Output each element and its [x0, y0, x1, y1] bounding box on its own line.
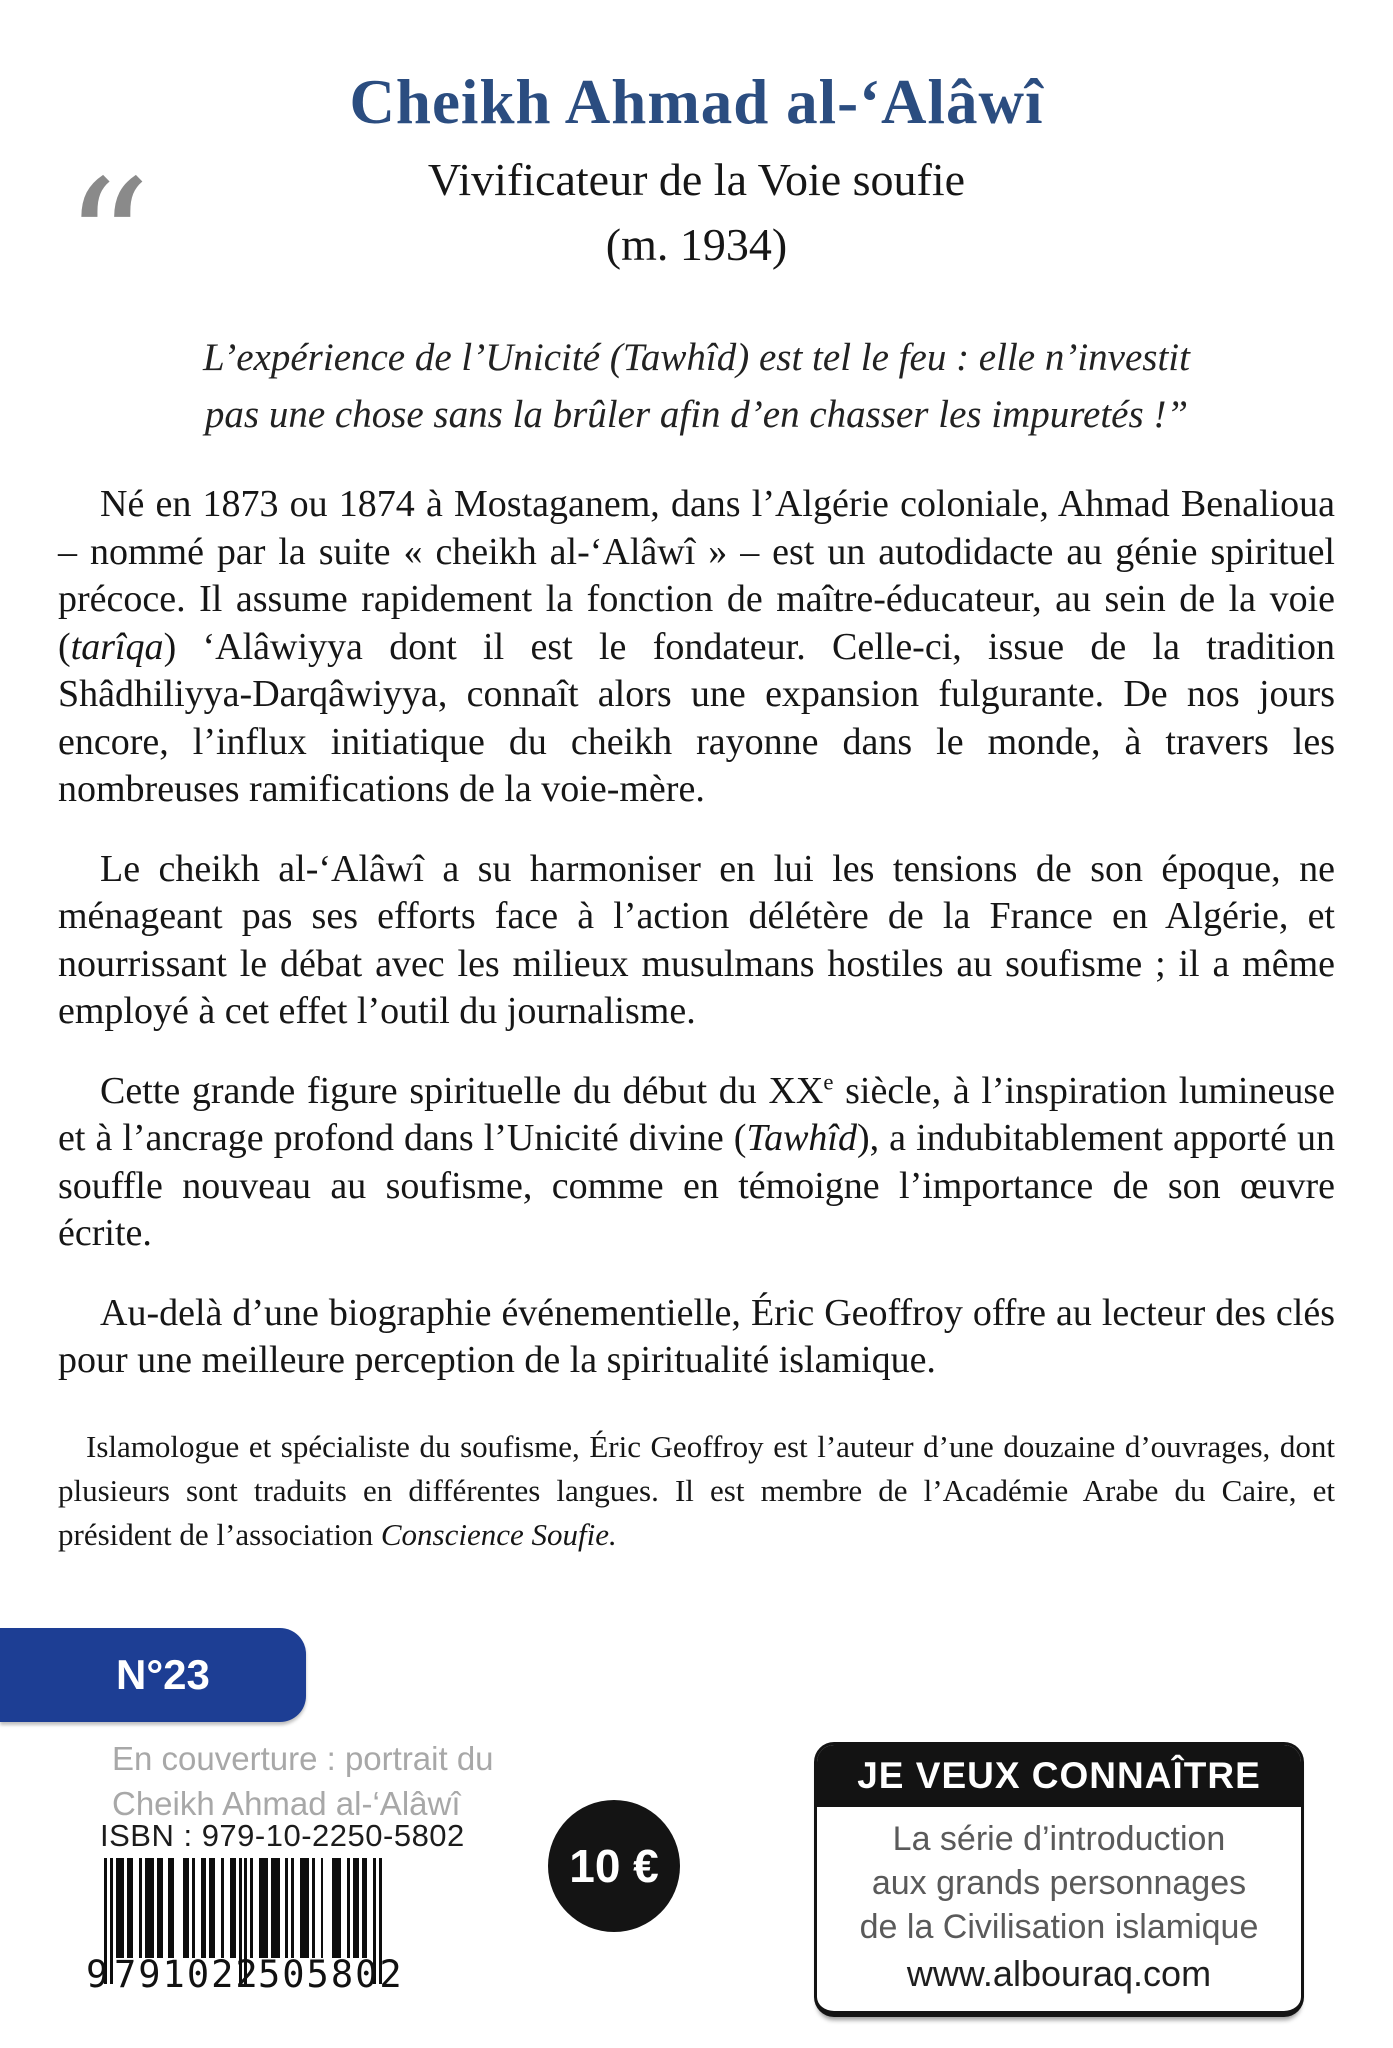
- barcode-bar: [168, 1858, 174, 1958]
- barcode-bar: [209, 1858, 215, 1958]
- barcode-bar: [291, 1858, 294, 1958]
- book-subtitle: Vivificateur de la Voie soufie: [427, 154, 966, 205]
- promo-box-body: [817, 1807, 1301, 2011]
- barcode-bar: [139, 1858, 142, 1958]
- barcode-bar: [332, 1858, 341, 1958]
- barcode-bar: [221, 1858, 224, 1958]
- text-segment: siècle, à l’inspiration lumineuse et à l’ancrage profond dans l’Unicité divine (: [58, 1069, 1335, 1159]
- barcode-bar: [145, 1858, 154, 1958]
- text-segment: Au-delà d’une biographie événementielle, Éric Geoffroy offre au lecteur des clés pour une meilleure perception de la spiritualité islamique.: [58, 1291, 1335, 1381]
- barcode-bar: [201, 1858, 207, 1958]
- barcode: [86, 1858, 404, 1998]
- death-date: (m. 1934): [605, 219, 788, 270]
- promo-line-1: La série d’introduction: [892, 1820, 1226, 1858]
- price-value: 10 €: [569, 1840, 659, 1892]
- book-title: Cheikh Ahmad al-‘Alâwî: [349, 67, 1044, 137]
- barcode-bar: [127, 1858, 133, 1958]
- promo-box: [814, 1742, 1304, 2017]
- body-paragraph: [58, 481, 1335, 814]
- cover-note: [112, 1736, 494, 1826]
- barcode-bar: [353, 1858, 359, 1958]
- series-number: N°23: [116, 1651, 210, 1698]
- barcode-bar: [362, 1858, 368, 1958]
- barcode-bar: [271, 1858, 280, 1958]
- text-segment: ), a indubitablement apporté un souffle nouveau au soufisme, comme en témoigne l’importance de son œuvre écrite.: [58, 1117, 1335, 1254]
- barcode-bar: [183, 1858, 189, 1958]
- text-segment: ) ‘Alâwiyya dont il est le fondateur. Celle-ci, issue de la tradition Shâdhiliyya-Darqâwiyya, connaît alors une expansion fulgurante. De nos jours encore, l’influx initiatique du cheikh rayonne dans le monde, à travers les nombreuses ramifications de la voie-mère.: [58, 625, 1335, 810]
- quote-line-1: L’expérience de l’Unicité (Tawhîd) est tel le feu : elle n’investit: [203, 336, 1190, 379]
- barcode-bar: [300, 1858, 309, 1958]
- quote-line-2: pas une chose sans la brûler afin d’en chasser les impuretés !”: [204, 393, 1189, 436]
- publisher-website: www.albouraq.com: [906, 1953, 1212, 1994]
- barcode-bars: [104, 1858, 382, 1958]
- body-text: [58, 481, 1335, 1385]
- promo-line-3: de la Civilisation islamique: [859, 1908, 1259, 1946]
- barcode-bar: [230, 1858, 236, 1958]
- cover-note-line-1: En couverture : portrait du: [112, 1740, 494, 1777]
- series-number-badge: [0, 1628, 306, 1722]
- quotation-mark-icon: “: [64, 144, 151, 342]
- text-segment: Le cheikh al-‘Alâwî a su harmoniser en lui les tensions de son époque, ne ménageant pas ses efforts face à l’action délétère de la France en Algérie, et nourrissant le débat avec les milieux musulmans hostiles au soufisme ; il a même employé à cet effet l’outil du journalisme.: [58, 847, 1335, 1032]
- barcode-bar: [347, 1858, 350, 1958]
- text-segment: Islamologue et spécialiste du soufisme, Éric Geoffroy est l’auteur d’une douzaine d’ouvrages, dont plusieurs sont traduits en différentes langues. Il est membre de l’Académie Arabe du Caire, et président de l’association: [58, 1428, 1335, 1552]
- barcode-bar: [321, 1858, 324, 1958]
- text-segment: e: [823, 1068, 834, 1094]
- barcode-bar: [259, 1858, 268, 1958]
- barcode-bar: [116, 1858, 125, 1958]
- isbn-text: ISBN : 979-10-2250-5802: [100, 1818, 465, 1853]
- barcode-bar: [285, 1858, 288, 1958]
- body-paragraph: [58, 846, 1335, 1036]
- barcode-bar: [192, 1858, 195, 1958]
- barcode-bar: [250, 1858, 253, 1958]
- promo-box-header: JE VEUX CONNAÎTRE: [817, 1745, 1301, 1807]
- promo-line-2: aux grands personnages: [871, 1864, 1247, 1902]
- barcode-digit-group-2: 505802: [258, 1953, 404, 1996]
- epigraph-quote: [0, 329, 1393, 443]
- text-segment: Conscience Soufie.: [380, 1516, 617, 1552]
- text-segment: Né en 1873 ou 1874 à Mostaganem, dans l’Algérie coloniale, Ahmad Benalioua – nommé par la suite « cheikh al-‘Alâwî » – est un autodidacte au génie spirituel précoce. Il assume rapidement la fonction de maître-éducateur, au sein de la voie (: [58, 483, 1335, 668]
- body-paragraph: [58, 1068, 1335, 1258]
- barcode-bar: [157, 1858, 163, 1958]
- text-segment: Cette grande figure spirituelle du début du XX: [100, 1069, 824, 1112]
- barcode-digit-first: 9: [86, 1953, 109, 1996]
- barcode-digit-group-1: 791022: [114, 1953, 260, 1996]
- barcode-digits: [86, 1954, 404, 1996]
- cover-note-line-2: Cheikh Ahmad al-‘Alâwî: [112, 1785, 461, 1822]
- author-bio: [58, 1425, 1335, 1557]
- text-segment: Tawhîd: [746, 1117, 857, 1159]
- price-badge: [548, 1800, 680, 1932]
- text-segment: tarîqa: [70, 625, 164, 668]
- barcode-bar: [312, 1858, 315, 1958]
- body-paragraph: [58, 1290, 1335, 1385]
